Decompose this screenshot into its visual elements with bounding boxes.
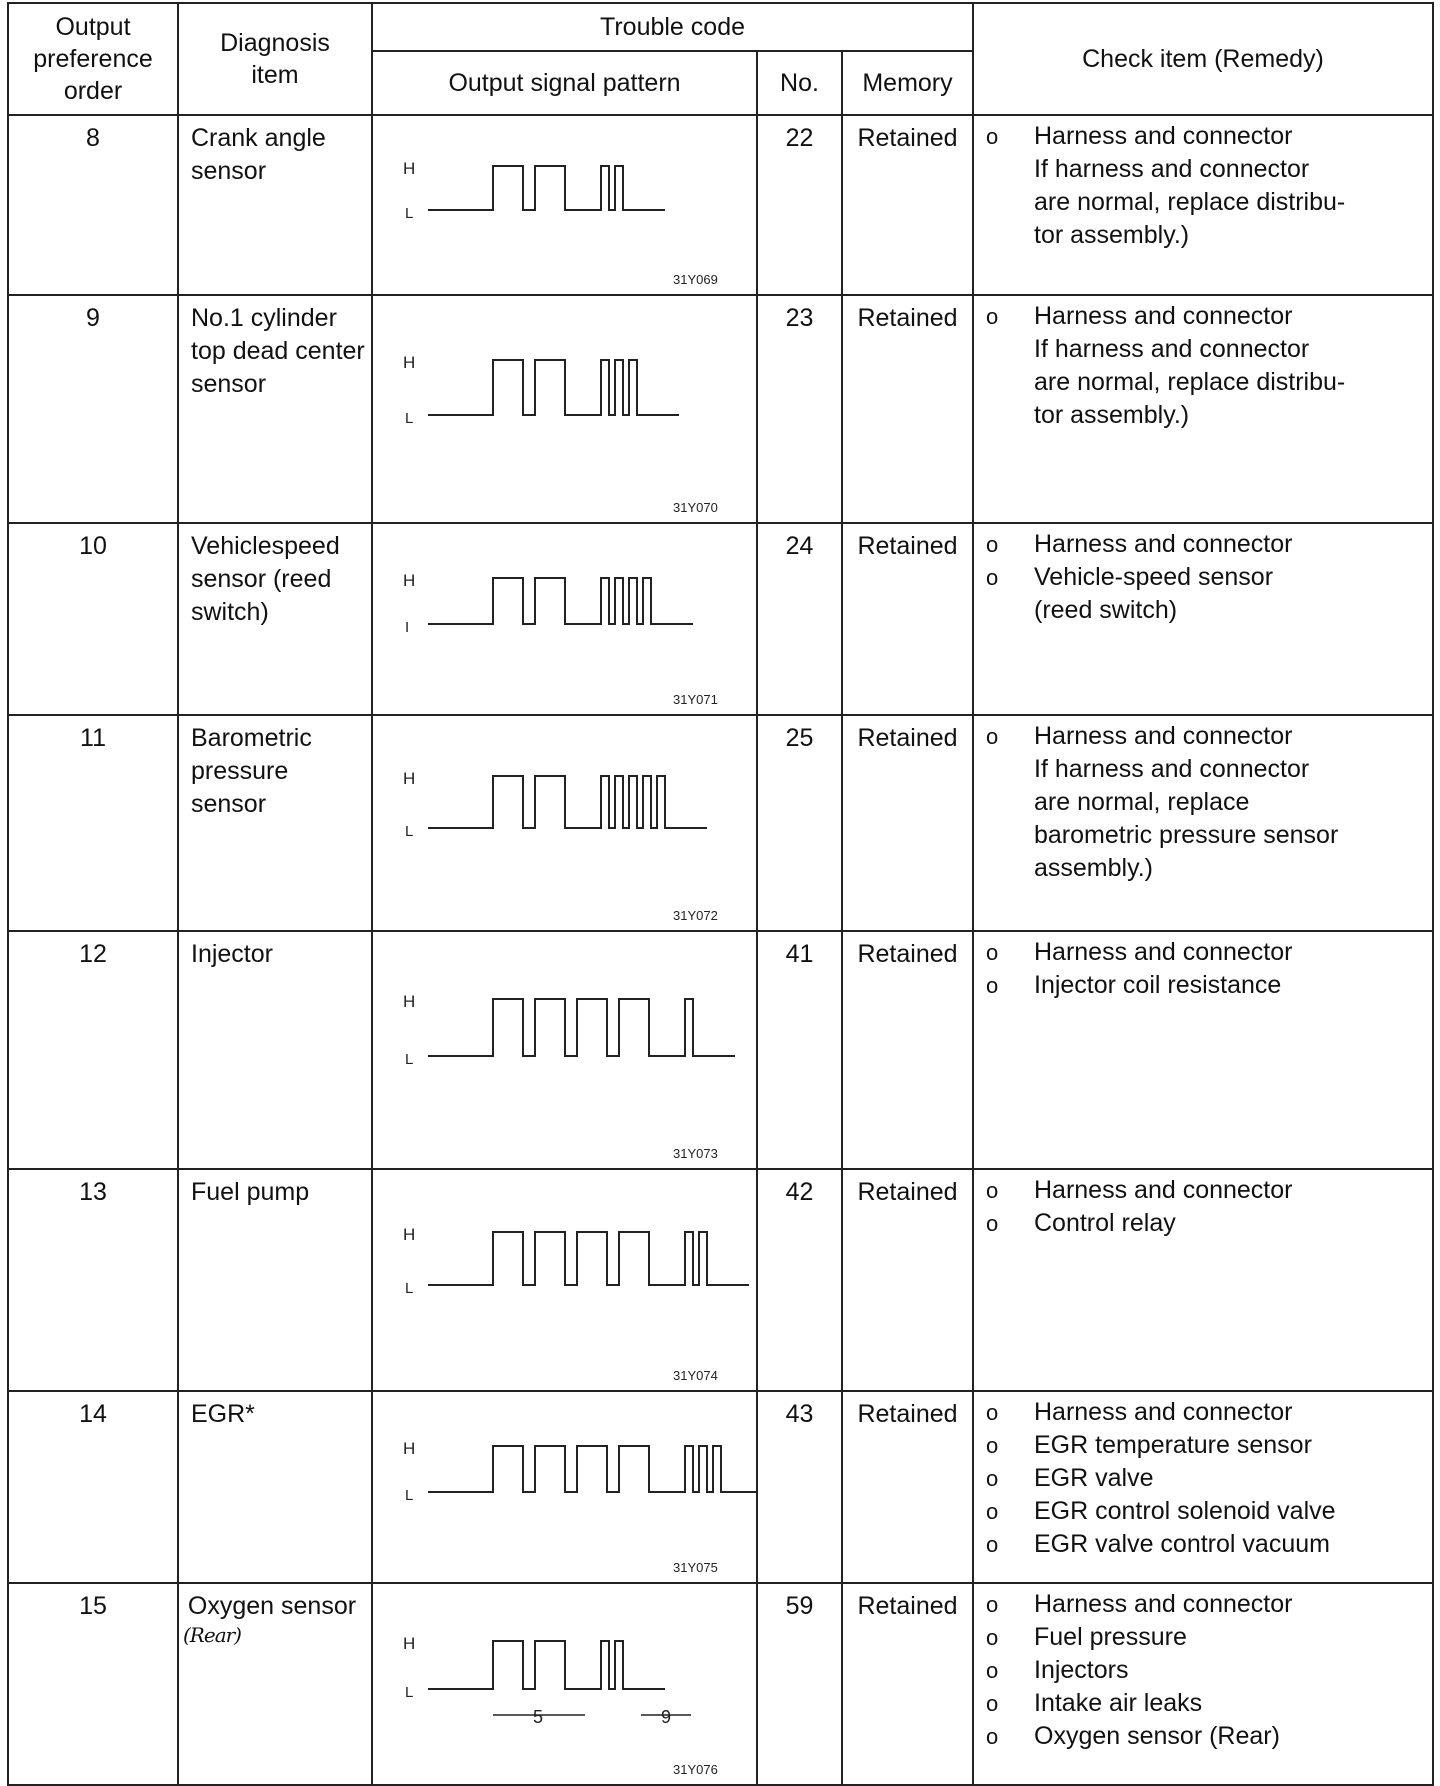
signal-pattern-figure (373, 296, 756, 522)
trouble-code-table (7, 2, 1434, 1786)
bullet-icon: o (986, 1592, 999, 1617)
output-order-cell: 13 (8, 1169, 178, 1391)
memory-status: Retained (842, 295, 973, 523)
trouble-code-number: 42 (757, 1169, 842, 1391)
trouble-code-number: 24 (757, 523, 842, 715)
diagnosis-item-cell (178, 1391, 372, 1583)
signal-pattern-cell (372, 115, 757, 295)
diagnosis-item-text: EGR* (191, 1400, 255, 1428)
signal-pattern-cell (372, 1583, 757, 1785)
diagnosis-item-text: Vehiclespeed sensor (reed switch) (191, 532, 340, 626)
check-item-line (986, 936, 1424, 969)
trouble-code-number: 25 (757, 715, 842, 931)
signal-waveform (428, 1232, 749, 1285)
bullet-icon: o (986, 1400, 999, 1425)
check-item-text: If harness and connector (1034, 755, 1310, 783)
figure-id: 31Y071 (673, 692, 718, 707)
table-row (8, 295, 1433, 523)
high-level-label: H (403, 1225, 416, 1244)
memory-status: Retained (842, 1583, 973, 1785)
signal-pattern-cell (372, 523, 757, 715)
low-level-label: L (405, 1280, 414, 1297)
check-item-line (986, 1621, 1424, 1654)
low-level-label: L (405, 205, 414, 222)
check-item-text: tor assembly.) (1034, 221, 1190, 249)
bullet-icon: o (986, 304, 999, 329)
header-trouble-code: Trouble code (372, 3, 973, 51)
diagnosis-item-cell (178, 1583, 372, 1785)
check-item-text: Control relay (1034, 1209, 1176, 1237)
bullet-icon: o (986, 532, 999, 557)
bullet-icon: o (986, 1532, 999, 1557)
output-order-cell: 12 (8, 931, 178, 1169)
low-level-label: L (405, 1684, 414, 1701)
check-item-line (986, 1429, 1424, 1462)
diagnosis-item-text: Fuel pump (191, 1178, 310, 1206)
diagnosis-item-cell (178, 523, 372, 715)
table-row (8, 1169, 1433, 1391)
diagnosis-item-cell (178, 115, 372, 295)
check-item-text: are normal, replace (1034, 788, 1250, 816)
bullet-icon: o (986, 973, 999, 998)
signal-pattern-figure (373, 1392, 756, 1582)
memory-status: Retained (842, 523, 973, 715)
diagnosis-item-text: No.1 cylinder top dead center sensor (191, 304, 365, 398)
diagnosis-item-cell (178, 1169, 372, 1391)
check-item-line (986, 399, 1424, 432)
check-item-line (986, 753, 1424, 786)
signal-pattern-cell (372, 931, 757, 1169)
trouble-code-number: 59 (757, 1583, 842, 1785)
trouble-code-number: 23 (757, 295, 842, 523)
check-item-text: Harness and connector (1034, 722, 1293, 750)
check-item-text: Harness and connector (1034, 302, 1293, 330)
check-item-line (986, 1654, 1424, 1687)
table-row (8, 115, 1433, 295)
table-row (8, 1583, 1433, 1785)
memory-status: Retained (842, 115, 973, 295)
table-row (8, 523, 1433, 715)
signal-waveform (428, 578, 693, 624)
output-order-cell: 15 (8, 1583, 178, 1785)
check-item-line (986, 1462, 1424, 1495)
check-item-line (986, 153, 1424, 186)
low-level-label: L (405, 410, 414, 427)
figure-id: 31Y072 (673, 908, 718, 923)
signal-waveform (428, 1641, 665, 1689)
check-item-text: If harness and connector (1034, 155, 1310, 183)
diagnosis-item-cell (178, 295, 372, 523)
trouble-code-number: 43 (757, 1391, 842, 1583)
output-order-cell: 11 (8, 715, 178, 931)
check-item-text: Injector coil resistance (1034, 971, 1282, 999)
bullet-icon: o (986, 1625, 999, 1650)
check-item-text: tor assembly.) (1034, 401, 1190, 429)
check-item-text: EGR valve control vacuum (1034, 1530, 1330, 1558)
check-item-line (986, 333, 1424, 366)
signal-waveform (428, 776, 707, 828)
trouble-code-number: 41 (757, 931, 842, 1169)
high-level-label: H (403, 1634, 416, 1653)
check-item-line (986, 120, 1424, 153)
figure-id: 31Y069 (673, 272, 718, 287)
bullet-icon: o (986, 1724, 999, 1749)
high-level-label: H (403, 1439, 416, 1458)
bullet-icon: o (986, 1658, 999, 1683)
check-item-text: Fuel pressure (1034, 1623, 1187, 1651)
signal-pattern-figure (373, 116, 756, 294)
signal-waveform (428, 999, 735, 1056)
bullet-icon: o (986, 1178, 999, 1203)
check-item-text: Harness and connector (1034, 1398, 1293, 1426)
memory-status: Retained (842, 715, 973, 931)
check-item-text: assembly.) (1034, 854, 1154, 882)
table-row (8, 1391, 1433, 1583)
figure-id: 31Y074 (673, 1368, 718, 1383)
dimension-label-long: 5 (533, 1707, 544, 1727)
signal-waveform (428, 360, 679, 415)
signal-waveform (428, 166, 665, 210)
output-order-cell: 8 (8, 115, 178, 295)
diagnosis-item-cell (178, 931, 372, 1169)
high-level-label: H (403, 571, 416, 590)
high-level-label: H (403, 353, 416, 372)
check-item-text: barometric pressure sensor (1034, 821, 1339, 849)
bullet-icon: o (986, 1466, 999, 1491)
output-order-cell: 9 (8, 295, 178, 523)
check-item-line (986, 1588, 1424, 1621)
memory-status: Retained (842, 1391, 973, 1583)
high-level-label: H (403, 769, 416, 788)
high-level-label: H (403, 159, 416, 178)
signal-pattern-cell (372, 1169, 757, 1391)
table-row (8, 715, 1433, 931)
check-item-text: EGR valve (1034, 1464, 1154, 1492)
bullet-icon: o (986, 1433, 999, 1458)
diagnosis-item-text: Crank angle sensor (191, 124, 326, 185)
output-order-cell: 14 (8, 1391, 178, 1583)
signal-pattern-cell (372, 1391, 757, 1583)
signal-pattern-cell (372, 715, 757, 931)
check-item-line (986, 219, 1424, 252)
bullet-icon: o (986, 1691, 999, 1716)
bullet-icon: o (986, 1499, 999, 1524)
check-item-text: Harness and connector (1034, 1590, 1293, 1618)
header-check-item: Check item (Remedy) (973, 3, 1433, 115)
check-item-line (986, 561, 1424, 594)
trouble-code-number: 22 (757, 115, 842, 295)
check-item-line (986, 1495, 1424, 1528)
memory-status: Retained (842, 931, 973, 1169)
check-item-line (986, 528, 1424, 561)
signal-waveform (428, 1446, 756, 1492)
check-item-text: Harness and connector (1034, 530, 1293, 558)
check-item-cell (973, 715, 1433, 931)
header-no: No. (757, 51, 842, 115)
check-item-line (986, 720, 1424, 753)
check-item-line (986, 594, 1424, 627)
check-item-line (986, 819, 1424, 852)
header-output-signal-pattern: Output signal pattern (372, 51, 757, 115)
dimension-label-short: 9 (661, 1707, 672, 1727)
check-item-line (986, 1396, 1424, 1429)
check-item-text: are normal, replace distribu- (1034, 368, 1346, 396)
diagnosis-item-cell (178, 715, 372, 931)
check-item-text: (reed switch) (1034, 596, 1178, 624)
low-level-label: L (405, 823, 414, 840)
check-item-line (986, 300, 1424, 333)
check-item-text: Harness and connector (1034, 122, 1293, 150)
check-item-text: Harness and connector (1034, 938, 1293, 966)
high-level-label: H (403, 992, 416, 1011)
header-memory: Memory (842, 51, 973, 115)
output-order-cell: 10 (8, 523, 178, 715)
check-item-line (986, 1720, 1424, 1753)
low-level-label: L (405, 1051, 414, 1068)
check-item-line (986, 969, 1424, 1002)
figure-id: 31Y076 (673, 1762, 718, 1777)
check-item-text: Oxygen sensor (Rear) (1034, 1722, 1280, 1750)
check-item-text: Injectors (1034, 1656, 1129, 1684)
check-item-text: are normal, replace distribu- (1034, 188, 1346, 216)
low-level-label: L (405, 1487, 414, 1504)
bullet-icon: o (986, 565, 999, 590)
check-item-text: Harness and connector (1034, 1176, 1293, 1204)
bullet-icon: o (986, 940, 999, 965)
signal-pattern-figure (373, 716, 756, 930)
check-item-cell (973, 931, 1433, 1169)
signal-pattern-figure (373, 1170, 756, 1390)
check-item-cell (973, 295, 1433, 523)
check-item-line (986, 1528, 1424, 1561)
check-item-line (986, 852, 1424, 885)
check-item-line (986, 786, 1424, 819)
check-item-text: Intake air leaks (1034, 1689, 1203, 1717)
header-diagnosis-item: Diagnosis item (178, 3, 372, 115)
figure-id: 31Y070 (673, 500, 718, 515)
signal-pattern-figure (373, 1584, 756, 1784)
check-item-line (986, 186, 1424, 219)
check-item-text: If harness and connector (1034, 335, 1310, 363)
check-item-cell (973, 115, 1433, 295)
check-item-cell (973, 1391, 1433, 1583)
signal-pattern-figure (373, 932, 756, 1168)
bullet-icon: o (986, 1211, 999, 1236)
diagnosis-item-text: Barometric pressure sensor (191, 724, 312, 818)
check-item-line (986, 1207, 1424, 1240)
diagnosis-item-note: (Rear) (183, 1623, 241, 1647)
check-item-line (986, 1174, 1424, 1207)
figure-id: 31Y073 (673, 1146, 718, 1161)
memory-status: Retained (842, 1169, 973, 1391)
bullet-icon: o (986, 124, 999, 149)
signal-pattern-cell (372, 295, 757, 523)
check-item-text: EGR temperature sensor (1034, 1431, 1312, 1459)
bullet-icon: o (986, 724, 999, 749)
check-item-line (986, 366, 1424, 399)
diagnosis-item-text: Injector (191, 940, 273, 968)
header-order: Output preference order (8, 3, 178, 115)
check-item-text: EGR control solenoid valve (1034, 1497, 1336, 1525)
check-item-text: Vehicle-speed sensor (1034, 563, 1274, 591)
table-row (8, 931, 1433, 1169)
diagnosis-item-text: Oxygen sensor (187, 1592, 357, 1620)
low-level-label: I (405, 619, 410, 636)
figure-id: 31Y075 (673, 1560, 718, 1575)
check-item-line (986, 1687, 1424, 1720)
signal-pattern-figure (373, 524, 756, 714)
check-item-cell (973, 523, 1433, 715)
check-item-cell (973, 1583, 1433, 1785)
check-item-cell (973, 1169, 1433, 1391)
